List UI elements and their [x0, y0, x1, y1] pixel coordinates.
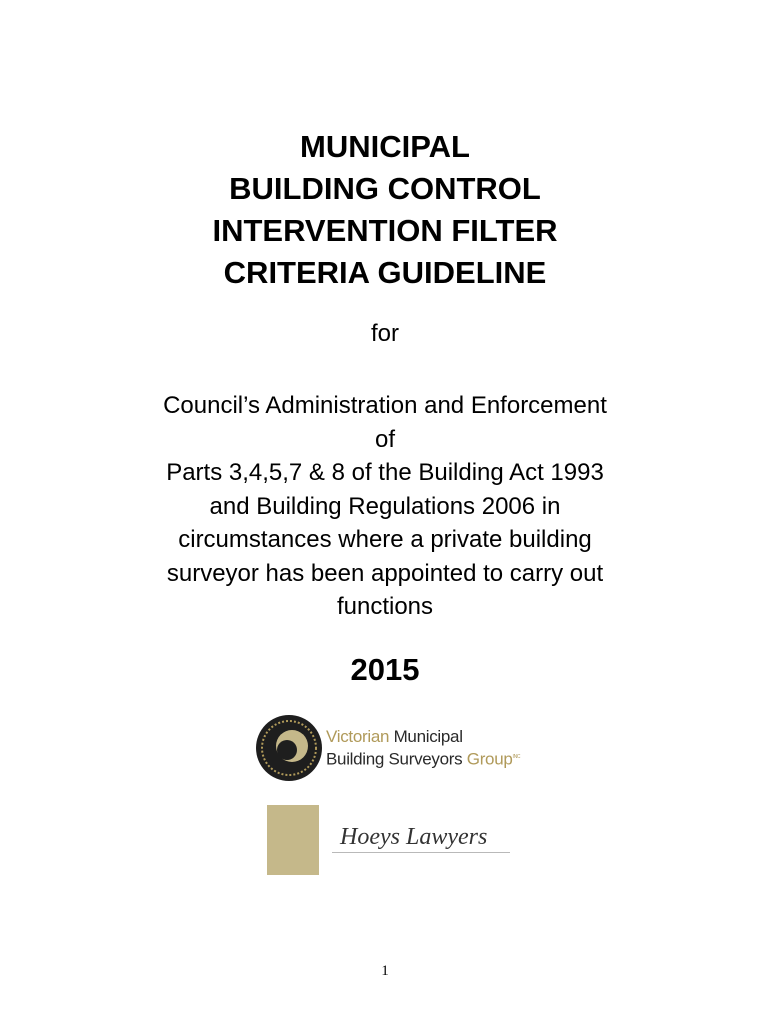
document-description [0, 389, 770, 624]
title-line-1: MUNICIPAL [300, 129, 470, 164]
document-title [0, 126, 770, 294]
description-line-6: surveyor has been appointed to carry out [166, 559, 604, 587]
hoeys-lawyers-name: Hoeys Lawyers [340, 824, 488, 850]
vmbsg-circle-logo-icon [254, 713, 324, 783]
hoeys-underline [332, 852, 510, 853]
description-line-1: Council’s Administration and Enforcement [163, 392, 607, 419]
vmbsg-municipal: Municipal [389, 727, 463, 746]
title-line-3: INTERVENTION FILTER [212, 213, 558, 248]
vmbsg-logo [254, 713, 524, 783]
hoeys-logo-block [267, 805, 319, 875]
description-line-4: and Building Regulations 2006 in [209, 492, 561, 520]
description-line-3: Parts 3,4,5,7 & 8 of the Building Act 1993 [166, 459, 604, 486]
description-line-7: functions [336, 593, 434, 620]
vmbsg-line-1 [326, 727, 520, 747]
document-year: 2015 [350, 652, 420, 687]
vmbsg-inc-suffix: INC [512, 754, 521, 760]
vmbsg-line-2 [326, 747, 520, 770]
vmbsg-wordmark [326, 727, 520, 770]
vmbsg-victorian: Victorian [326, 727, 390, 746]
description-line-2: of [374, 425, 395, 453]
vmbsg-group: Group [466, 749, 513, 769]
for-text: for [370, 320, 399, 347]
page-number: 1 [381, 963, 389, 979]
title-line-2: BUILDING CONTROL [229, 171, 541, 206]
title-line-4: CRITERIA GUIDELINE [223, 255, 547, 290]
description-line-5: circumstances where a private building [178, 526, 592, 553]
vmbsg-building-surveyors: Building Surveyors [326, 749, 467, 769]
